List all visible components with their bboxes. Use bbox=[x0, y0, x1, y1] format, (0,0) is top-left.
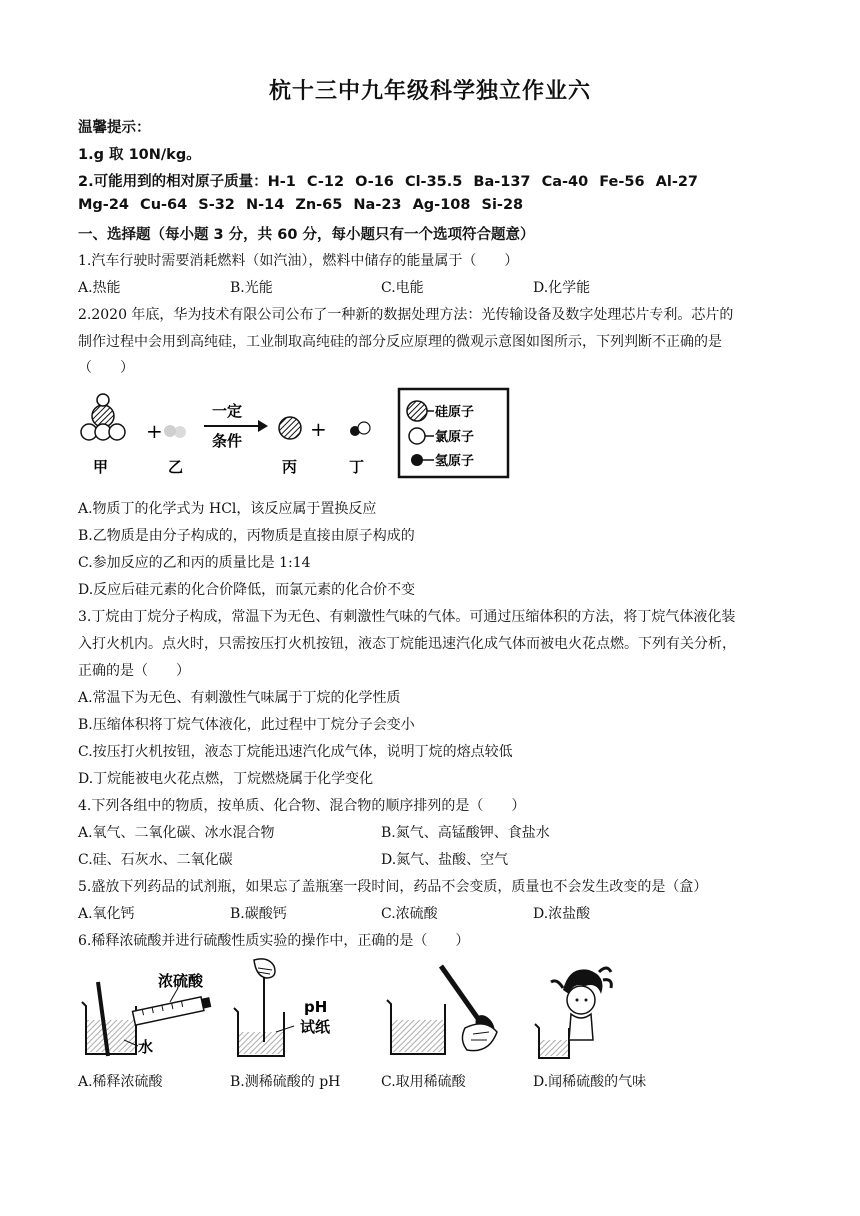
arrow-condition-top: 一定 bbox=[212, 402, 243, 420]
q2-reaction-diagram bbox=[78, 388, 518, 484]
q3-stem-line3: 正确的是（ ） bbox=[78, 663, 190, 679]
q3-option-c: C.按压打火机按钮，液态丁烷能迅速汽化成气体，说明丁烷的熔点较低 bbox=[78, 744, 513, 760]
q3-option-a: A.常温下为无色、有刺激性气味属于丁烷的化学性质 bbox=[78, 690, 401, 706]
molecule-bing bbox=[279, 417, 301, 439]
q6-figure-d bbox=[533, 960, 623, 1062]
label-yi: 乙 bbox=[168, 458, 184, 476]
q3-stem-line2: 入打火机内。点火时，只需按压打火机按钮，液态丁烷能迅速汽化成气体而被电火花点燃。下列有关分析， bbox=[78, 636, 736, 652]
q4-stem: 4.下列各组中的物质，按单质、化合物、混合物的顺序排列的是（ ） bbox=[78, 798, 526, 814]
q5-stem: 5.盛放下列药品的试剂瓶，如果忘了盖瓶塞一段时间，药品不会变质，质量也不会发生改变的是（盒） bbox=[78, 879, 708, 895]
q1-option-d: D.化学能 bbox=[533, 280, 591, 296]
q6-option-c: C.取用稀硫酸 bbox=[381, 1074, 466, 1090]
molecule-yi bbox=[164, 425, 186, 438]
arrow-condition-bottom: 条件 bbox=[212, 432, 243, 450]
q6-option-b: B.测稀硫酸的 pH bbox=[230, 1074, 341, 1090]
section-heading: 一、选择题（每小题 3 分，共 60 分，每小题只有一个选项符合题意） bbox=[78, 227, 535, 243]
q6-figure-a bbox=[78, 962, 218, 1062]
label-ding: 丁 bbox=[349, 458, 365, 476]
plus-sign-2: + bbox=[310, 417, 327, 441]
label-test-paper: 试纸 bbox=[300, 1018, 331, 1036]
tip-1: 1.g 取 10N/kg。 bbox=[78, 147, 201, 163]
tips-heading: 温馨提示： bbox=[78, 120, 151, 136]
tip-3: Mg-24 Cu-64 S-32 N-14 Zn-65 Na-23 Ag-108 Si-28 bbox=[78, 197, 524, 213]
label-water: 水 bbox=[138, 1038, 154, 1056]
legend-chlorine: 氯原子 bbox=[435, 430, 475, 445]
q4-option-c: C.硅、石灰水、二氧化碳 bbox=[78, 852, 233, 868]
q3-option-d: D.丁烷能被电火花点燃，丁烷燃烧属于化学变化 bbox=[78, 771, 374, 787]
legend-silicon: 硅原子 bbox=[435, 405, 475, 420]
tip-2: 2.可能用到的相对原子质量：H-1 C-12 O-16 Cl-35.5 Ba-137 Ca-40 Fe-56 Al-27 bbox=[78, 174, 699, 190]
label-jia: 甲 bbox=[93, 458, 109, 476]
legend-box bbox=[399, 389, 508, 477]
q3-stem-line1: 3.丁烷由丁烷分子构成，常温下为无色、有刺激性气味的气体。可通过压缩体积的方法，将丁烷气体液化装 bbox=[78, 609, 736, 625]
q6-option-a: A.稀释浓硫酸 bbox=[78, 1074, 163, 1090]
label-ph: pH bbox=[304, 998, 328, 1016]
molecule-jia bbox=[81, 394, 125, 440]
q4-option-b: B.氮气、高锰酸钾、食盐水 bbox=[381, 825, 550, 841]
q6-figure-b bbox=[228, 956, 348, 1062]
q5-option-a: A.氧化钙 bbox=[78, 906, 135, 922]
q2-option-a: A.物质丁的化学式为 HCl，该反应属于置换反应 bbox=[78, 501, 377, 517]
q1-option-c: C.电能 bbox=[381, 280, 424, 296]
q2-stem-line3: （ ） bbox=[78, 360, 134, 376]
label-bing: 丙 bbox=[282, 458, 298, 476]
q2-stem-line2: 制作过程中会用到高纯硅，工业制取高纯硅的部分反应原理的微观示意图如图所示，下列判断不正确的是 bbox=[78, 334, 722, 350]
label-conc-acid: 浓硫酸 bbox=[158, 972, 204, 990]
q4-option-a: A.氧气、二氧化碳、冰水混合物 bbox=[78, 825, 275, 841]
legend-hydrogen: 氢原子 bbox=[435, 454, 475, 469]
q6-stem: 6.稀释浓硫酸并进行硫酸性质实验的操作中，正确的是（ ） bbox=[78, 933, 470, 949]
q4-option-d: D.氮气、盐酸、空气 bbox=[381, 852, 509, 868]
q5-option-c: C.浓硫酸 bbox=[381, 906, 438, 922]
q2-option-d: D.反应后硅元素的化合价降低，而氯元素的化合价不变 bbox=[78, 582, 416, 598]
q5-option-b: B.碳酸钙 bbox=[230, 906, 287, 922]
q1-option-b: B.光能 bbox=[230, 280, 273, 296]
q6-option-d: D.闻稀硫酸的气味 bbox=[533, 1074, 647, 1090]
q5-option-d: D.浓盐酸 bbox=[533, 906, 591, 922]
q1-option-a: A.热能 bbox=[78, 280, 121, 296]
q2-option-c: C.参加反应的乙和丙的质量比是 1:14 bbox=[78, 555, 311, 571]
page-title: 杭十三中九年级科学独立作业六 bbox=[268, 79, 591, 104]
q6-figure-c bbox=[381, 962, 511, 1062]
q2-stem-line1: 2.2020 年底，华为技术有限公司公布了一种新的数据处理方法：光传输设备及数字处理芯片专利。芯片的 bbox=[78, 307, 734, 323]
q1-stem: 1.汽车行驶时需要消耗燃料（如汽油），燃料中储存的能量属于（ ） bbox=[78, 253, 519, 269]
q3-option-b: B.压缩体积将丁烷气体液化，此过程中丁烷分子会变小 bbox=[78, 717, 415, 733]
plus-sign: + bbox=[146, 419, 163, 443]
reaction-arrow bbox=[204, 402, 268, 450]
q2-option-b: B.乙物质是由分子构成的，丙物质是直接由原子构成的 bbox=[78, 528, 415, 544]
molecule-ding bbox=[350, 422, 370, 436]
